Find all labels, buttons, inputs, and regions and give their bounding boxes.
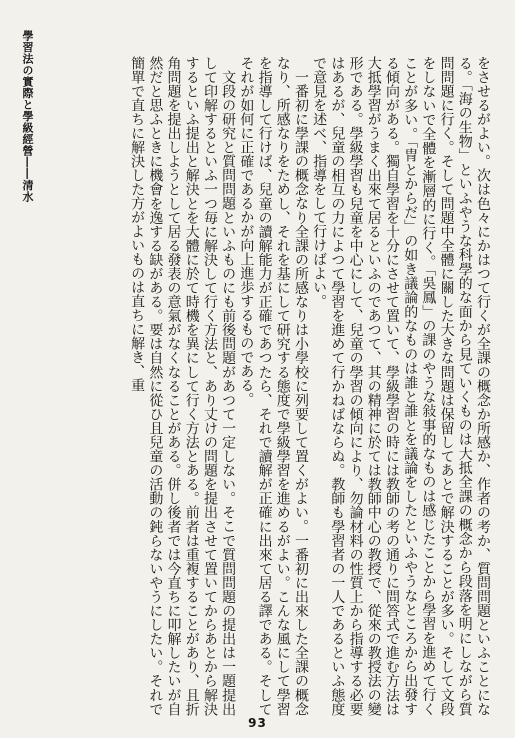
running-header: 學習法の實際と學級經營――清水 (21, 30, 34, 203)
page-number: 93 (248, 716, 267, 730)
paragraph: をさせるがよい。次は色々にかはつて行くが全課の概念か所感か、作者の考か、質問問題といふことになる。「海の生物」といふやうな科學的な面から見ていくものは大抵全課の概念から段落を明にしながら質問問題に行く。そして問題中全體に關した大きな問題は保留してあとで解決することが多い。そして文段をしないで全體を漸層的に行く。「吳鳳」の課のやうな敍事的なものは感じたことから學習を進めて行くことが多い。「冑とからだ」の如き議論的なものは誰と誰とを議論をしたといふやうなところから出發する傾向がある。獨自學習を十分にさせて置いて、學級學習の時には教師の考の通りに問答式で進む方法は大抵學習がうまく出來て居るといふのであつて、其の精神に於ては教師中心の教授で、從來の教授法の變形である。學級學習も兒童を中心にして、兒童の學習の傾向により、勿論材料の性質上から指導する必要はあるが、兒童の相互の力によつて學習を進めて行かねばならぬ。教師も學習者の一人であるといふ態度で意見を述べ、指導をして行けばよい。 (311, 56, 491, 716)
paragraph: 文段の研究と質問問題といふものにも前後問題があつて一定しない。そこで質問問題の提出は一題提出して印解するといふ一つ毎に解決して行く方法と、あり丈けの問題を提出させて置いてからあとから解決するといふ提出と解決とを大體に於て時機を異にして行く方法とある。前者は重複することがあり、且折角問題を提出しようとして居る發表の意氣がなくなることがある。併し後者では今直ちに叩解したいが自然だと思ふときに機會を逸する缺がある。要は自然に從ひ且兒童の活動の鈍らないやうにしたい。それで簡單で直ちに解決した方がよいものは直ちに解き、重 (129, 56, 237, 716)
body-text (42, 56, 492, 716)
paragraph: 一番初に學課の概念なり全課の所感なりは小學校に列要して置くがよい。一番初に出來した全課の概念なり、所感なりをためし、それを基にして研究する態度で學級學習を進めるがよい。こんな風にして學習を指導して行けば、兒童の讀解能力が正確であつたら、それで讀解が正確に出來て居る譯である。そしてそれが如何に正確であるかが向上進歩するものである。 (238, 56, 309, 716)
